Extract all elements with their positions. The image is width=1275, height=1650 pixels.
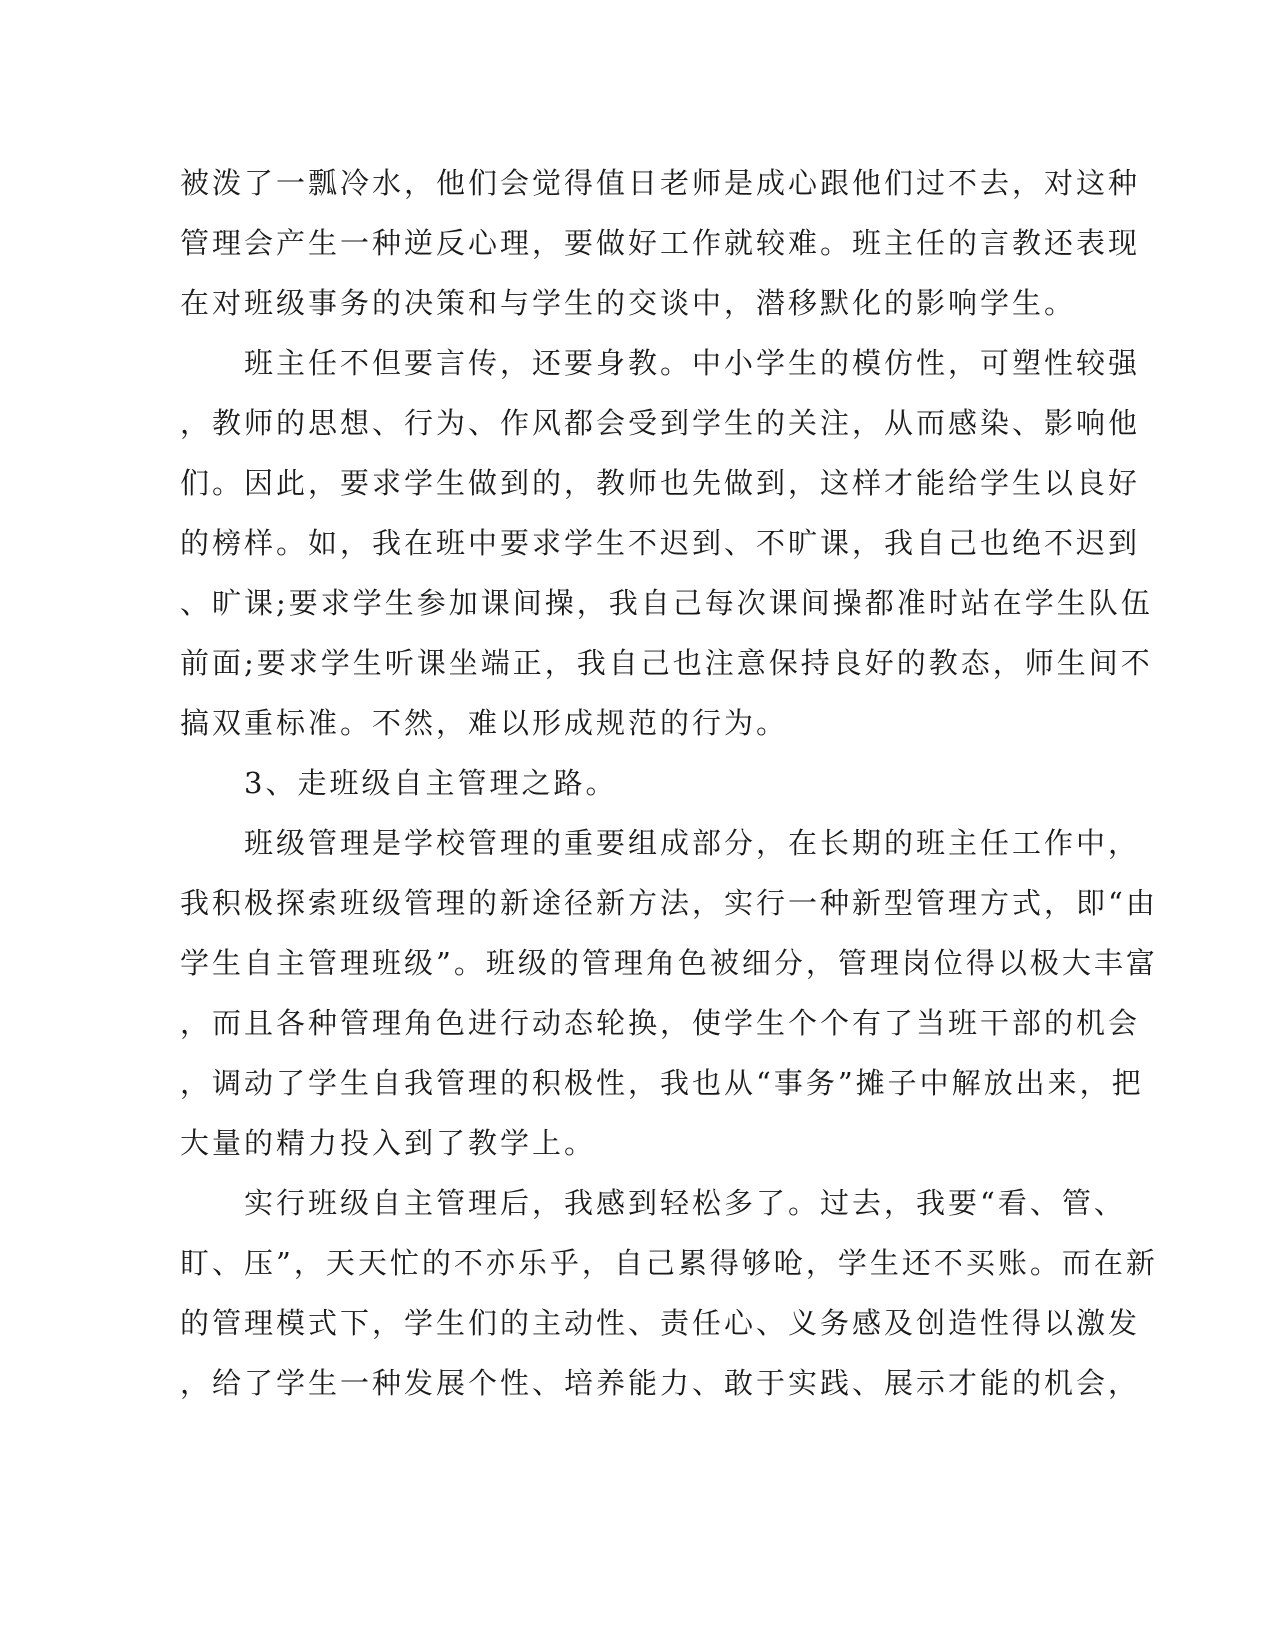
- text-line: 、旷课;要求学生参加课间操，我自己每次课间操都准时站在学生队伍: [180, 586, 1153, 620]
- text-line: 们。因此，要求学生做到的，教师也先做到，这样才能给学生以良好: [180, 466, 1141, 500]
- text-line: 学生自主管理班级”。班级的管理角色被细分，管理岗位得以极大丰富: [180, 946, 1158, 980]
- text-line: ，给了学生一种发展个性、培养能力、敢于实践、展示才能的机会，: [180, 1366, 1141, 1400]
- text-line: 前面;要求学生听课坐端正，我自己也注意保持良好的教态，师生间不: [180, 646, 1153, 680]
- text-line: 的管理模式下，学生们的主动性、责任心、义务感及创造性得以激发: [180, 1306, 1141, 1340]
- text-line: 被泼了一瓢冷水，他们会觉得值日老师是成心跟他们过不去，对这种: [180, 166, 1141, 200]
- text-line: 的榜样。如，我在班中要求学生不迟到、不旷课，我自己也绝不迟到: [180, 526, 1141, 560]
- text-line: 实行班级自主管理后，我感到轻松多了。过去，我要“看、管、: [180, 1186, 1126, 1220]
- body-text: [180, 153, 1158, 1413]
- text-line: 管理会产生一种逆反心理，要做好工作就较难。班主任的言教还表现: [180, 226, 1141, 260]
- text-line: 大量的精力投入到了教学上。: [180, 1126, 597, 1160]
- text-line: 在对班级事务的决策和与学生的交谈中，潜移默化的影响学生。: [180, 286, 1077, 320]
- text-line: 搞双重标准。不然，难以形成规范的行为。: [180, 706, 789, 740]
- text-line: ，教师的思想、行为、作风都会受到学生的关注，从而感染、影响他: [180, 406, 1141, 440]
- text-line: ，而且各种管理角色进行动态轮换，使学生个个有了当班干部的机会: [180, 1006, 1141, 1040]
- text-line: ，调动了学生自我管理的积极性，我也从“事务”摊子中解放出来，把: [180, 1066, 1144, 1100]
- text-line: 盯、压”，天天忙的不亦乐乎，自己累得够呛，学生还不买账。而在新: [180, 1246, 1158, 1280]
- section-heading: 3、走班级自主管理之路。: [180, 766, 618, 800]
- text-line: 我积极探索班级管理的新途径新方法，实行一种新型管理方式，即“由: [180, 886, 1158, 920]
- text-line: 班主任不但要言传，还要身教。中小学生的模仿性，可塑性较强: [180, 346, 1141, 380]
- text-line: 班级管理是学校管理的重要组成部分，在长期的班主任工作中，: [180, 826, 1141, 860]
